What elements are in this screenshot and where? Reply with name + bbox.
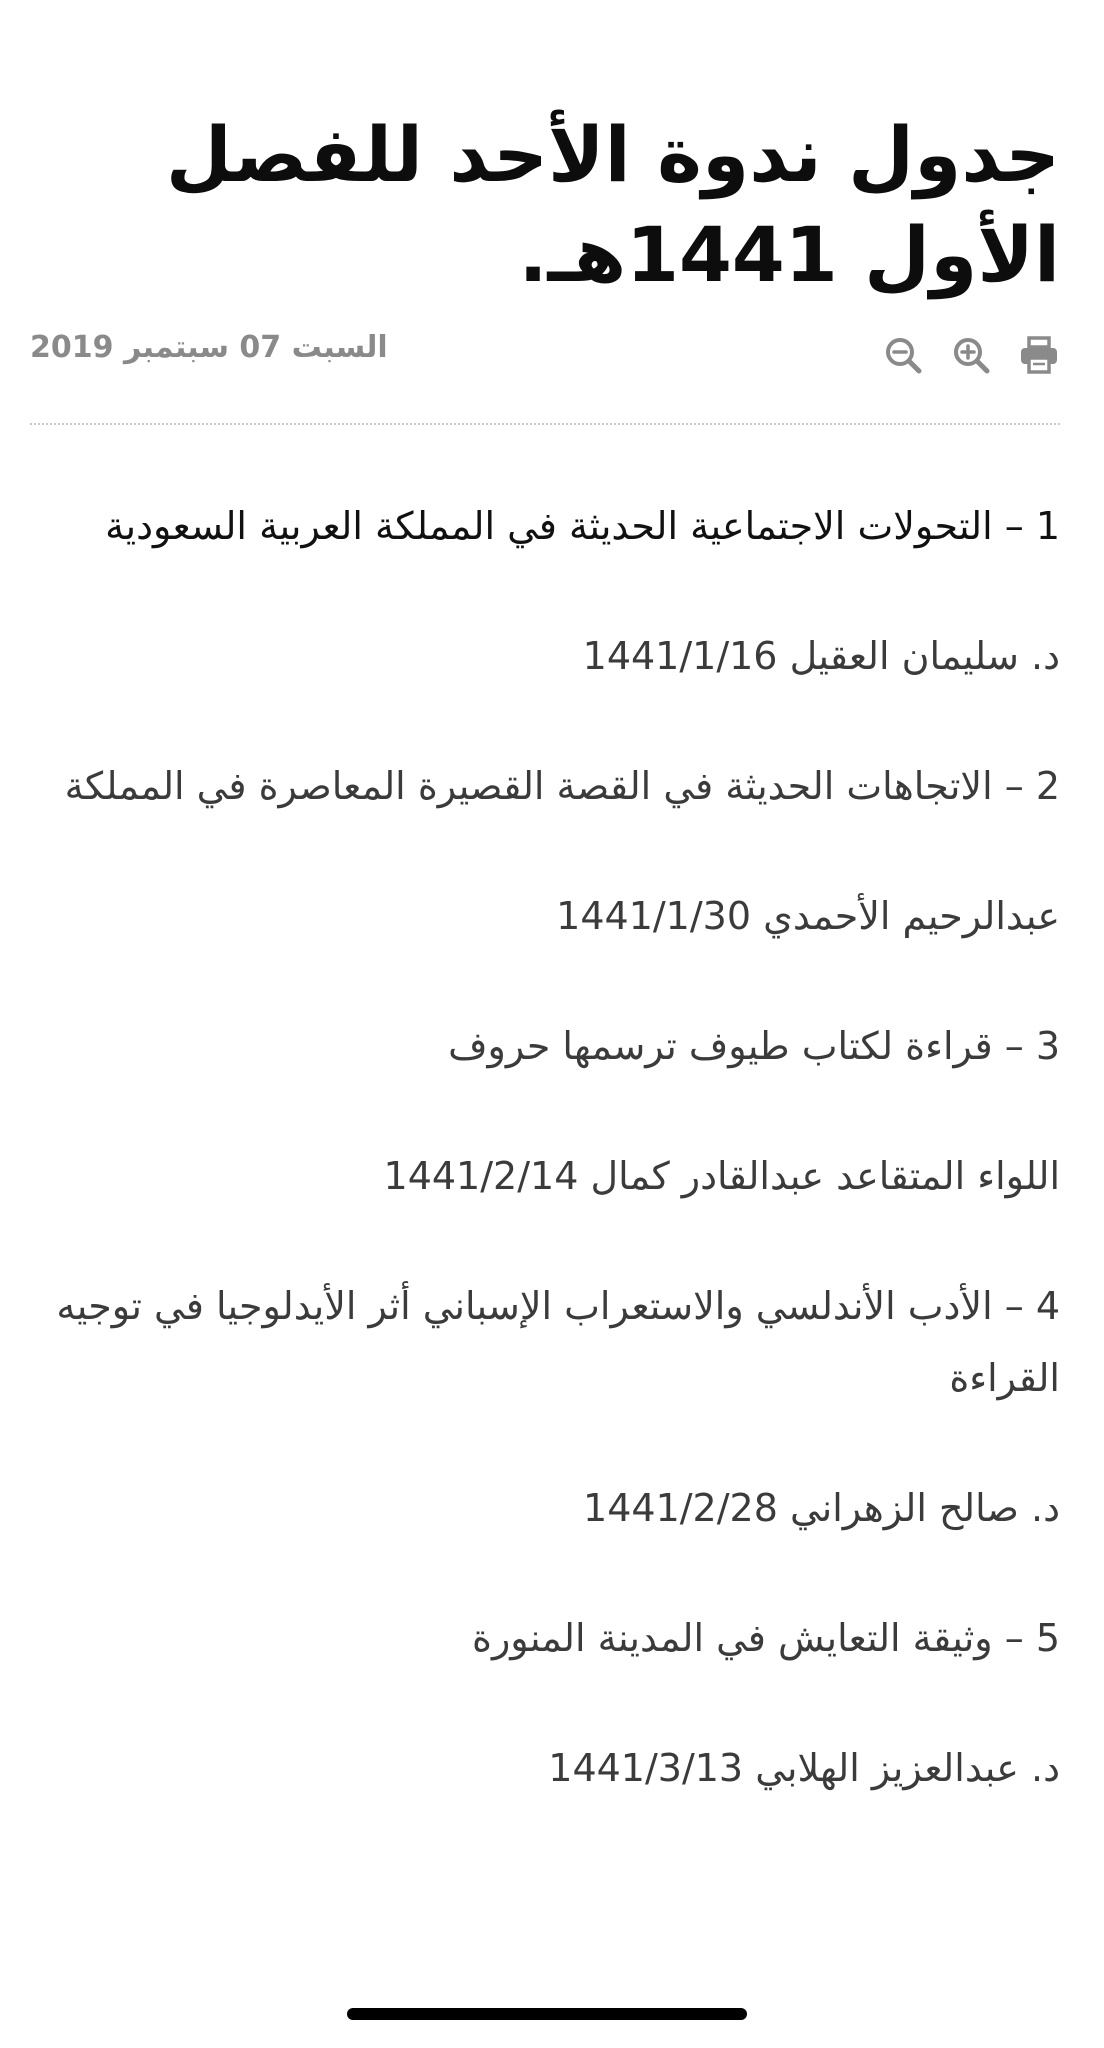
zoom-in-icon-graphic (951, 335, 991, 375)
article-body (30, 490, 1060, 1862)
zoom-out-icon-graphic (883, 335, 923, 375)
printer-icon[interactable] (1018, 334, 1060, 376)
meta-divider (30, 423, 1060, 425)
zoom-out-icon[interactable] (882, 334, 924, 376)
printer-icon-graphic (1018, 335, 1060, 375)
topic-3-title: 3 – قراءة لكتاب طيوف ترسمها حروف (448, 1024, 1060, 1068)
zoom-in-icon[interactable] (950, 334, 992, 376)
topic-5-speaker: د. عبدالعزيز الهلابي 1441/3/13 (548, 1746, 1060, 1790)
topic-2-speaker: عبدالرحيم الأحمدي 1441/1/30 (556, 894, 1060, 938)
home-indicator[interactable] (347, 2008, 747, 2020)
topic-5-title: 5 – وثيقة التعايش في المدينة المنورة (472, 1616, 1060, 1660)
topic-1-title: 1 – التحولات الاجتماعية الحديثة في المملكة العربية السعودية (105, 504, 1060, 548)
article-date: السبت 07 سبتمبر 2019 (30, 330, 388, 365)
article-tools (882, 334, 1060, 376)
topic-4-speaker: د. صالح الزهراني 1441/2/28 (583, 1486, 1060, 1530)
article-page (30, 0, 1060, 2048)
topic-1-speaker: د. سليمان العقيل 1441/1/16 (582, 634, 1060, 678)
topic-2-title: 2 – الاتجاهات الحديثة في القصة القصيرة المعاصرة في المملكة (64, 764, 1060, 808)
article-title: جدول ندوة الأحد للفصل الأول 1441هـ. (165, 110, 1060, 299)
article-meta-bar (30, 320, 1060, 380)
topic-4-title: 4 – الأدب الأندلسي والاستعراب الإسباني أثر الأيدلوجيا في توجيه القراءة (56, 1284, 1060, 1400)
topic-3-speaker: اللواء المتقاعد عبدالقادر كمال 1441/2/14 (383, 1154, 1060, 1198)
